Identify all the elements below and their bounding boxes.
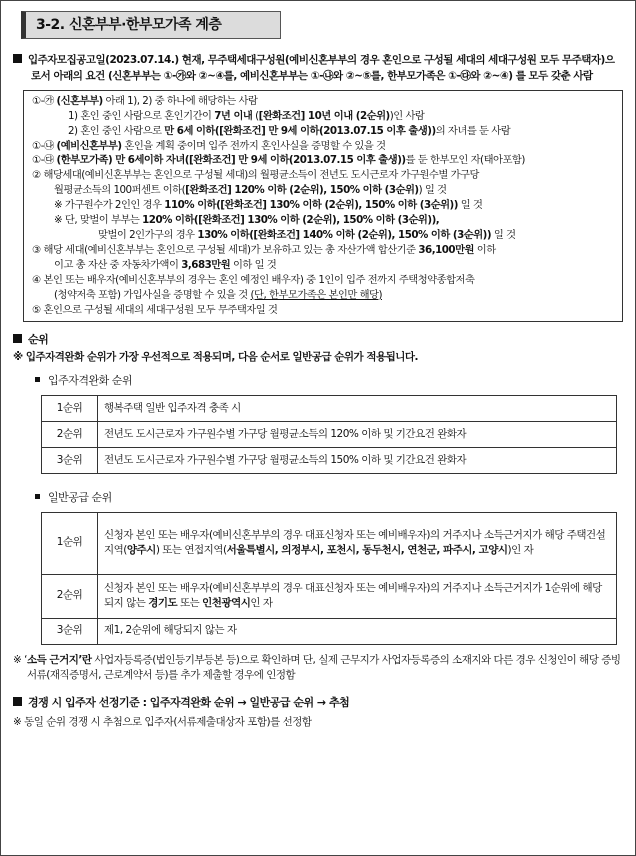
table-row	[42, 395, 617, 421]
rank-cell: 1순위	[42, 395, 98, 421]
description-cell: 제1, 2순위에 해당되지 않는 자	[98, 618, 617, 644]
condition-line: 1) 혼인 중인 사람으로 혼인기간이 7년 이내 ([완화조건] 10년 이내 (2순위))인 사람	[68, 109, 425, 122]
ranking-heading	[13, 332, 623, 348]
square-bullet-icon	[13, 54, 22, 63]
rank-cell: 1순위	[42, 512, 98, 574]
square-bullet-icon	[13, 334, 22, 343]
general-ranking-table	[41, 512, 617, 645]
general-ranking-heading-text: 일반공급 순위	[48, 490, 112, 504]
conditions-box	[23, 90, 623, 322]
rank-cell: 2순위	[42, 574, 98, 618]
condition-line: ④ 본인 또는 배우자(예비신혼부부의 경우는 혼인 예정인 배우자) 중 1인이 입주 전까지 주택청약종합저축	[32, 273, 475, 286]
competition-heading-text: 경쟁 시 입주자 선정기준 : 입주자격완화 순위 → 일반공급 순위 → 추첨	[28, 696, 350, 710]
condition-line: 2) 혼인 중인 사람으로 만 6세 이하([완화조건] 만 9세 이하(2013.07.15 이후 출생))의 자녀를 둔 사람	[68, 124, 511, 137]
qualification-intro	[13, 53, 623, 83]
relaxed-ranking-heading	[35, 373, 623, 389]
condition-line: ※ 단, 맞벌이 부부는 120% 이하([완화조건] 130% 이하 (2순위), 150% 이하 (3순위)),	[54, 214, 440, 227]
description-cell: 전년도 도시근로자 가구원수별 가구당 월평균소득의 120% 이하 및 기간요건 완화자	[98, 421, 617, 447]
condition-line: ⑤ 혼인으로 구성될 세대의 세대구성원 모두 무주택자일 것	[32, 303, 278, 316]
small-square-bullet-icon	[35, 494, 40, 499]
section-title: 3-2. 신혼부부·한부모가족 계층	[21, 11, 281, 39]
description-cell: 전년도 도시근로자 가구원수별 가구당 월평균소득의 150% 이하 및 기간요건 완화자	[98, 447, 617, 473]
general-ranking-heading	[35, 490, 623, 506]
table-row	[42, 447, 617, 473]
table-row	[42, 618, 617, 644]
description-cell: 신청자 본인 또는 배우자(예비신혼부부의 경우 대표신청자 또는 예비배우자)의 거주지나 소득근거지가 해당 주택건설지역(양주시) 또는 연접지역(서울특별시, 의정부시, 포천시, 동두천시, 연천군, 파주시, 고양시)인 자	[98, 512, 617, 574]
competition-heading	[13, 695, 623, 711]
qualification-intro-text: 입주자모집공고일(2023.07.14.) 현재, 무주택세대구성원(예비신혼부부의 경우 혼인으로 구성될 세대의 세대구성원 모두 무주택자)으로서 아래의 요건 (신혼부부는 ①-㉮와 ②~④를, 예비신혼부부는 ①-㉯와 ②~⑤를, 한부모가족은 ①-㉰와 ②~④) 를 모두 갖춘 사람	[28, 54, 615, 82]
description-cell: 신청자 본인 또는 배우자(예비신혼부부의 경우 대표신청자 또는 예비배우자)의 거주지나 소득근거지가 1순위에 해당되지 않는 경기도 또는 인천광역시인 자	[98, 574, 617, 618]
condition-line: ①-㉯ (예비신혼부부) 혼인을 계획 중이며 입주 전까지 혼인사실을 증명할 수 있을 것	[32, 139, 386, 152]
condition-line: ①-㉮ (신혼부부) 아래 1), 2) 중 하나에 해당하는 사람	[32, 94, 258, 107]
condition-line: 맞벌이 2인가구의 경우 130% 이하([완화조건] 140% 이하 (2순위), 150% 이하 (3순위)) 일 것	[98, 229, 516, 242]
relaxed-ranking-table	[41, 395, 617, 474]
income-basis-note: ※ ‘소득 근거지’란 사업자등록증(법인등기부등본 등)으로 확인하며 단, 실제 근무지가 사업자등록증의 소재지와 다른 경우 신청인이 해당 증빙서류(재직증명서, 근로계약서 등)를 추가 제출할 경우에 인정함	[13, 653, 621, 681]
ranking-note: ※ 입주자격완화 순위가 가장 우선적으로 적용되며, 다음 순서로 일반공급 순위가 적용됩니다.	[13, 350, 419, 363]
condition-line: ③ 해당 세대(예비신혼부부는 혼인으로 구성될 세대)가 보유하고 있는 총 자산가액 합산기준 36,100만원 이하	[32, 243, 496, 256]
table-row	[42, 574, 617, 618]
table-row	[42, 421, 617, 447]
small-square-bullet-icon	[35, 377, 40, 382]
condition-line: ①-㉰ (한부모가족) 만 6세이하 자녀([완화조건] 만 9세 이하(2013.07.15 이후 출생))를 둔 한부모인 자(태아포함)	[32, 154, 525, 167]
relaxed-ranking-heading-text: 입주자격완화 순위	[48, 373, 133, 387]
rank-cell: 3순위	[42, 447, 98, 473]
condition-line: 월평균소득의 100퍼센트 이하([완화조건] 120% 이하 (2순위), 150% 이하 (3순위)) 일 것	[54, 184, 447, 197]
table-row	[42, 512, 617, 574]
description-cell: 행복주택 일반 입주자격 충족 시	[98, 395, 617, 421]
condition-line: 이고 총 자산 중 자동차가액이 3,683만원 이하 일 것	[54, 258, 277, 271]
rank-cell: 2순위	[42, 421, 98, 447]
competition-note: ※ 동일 순위 경쟁 시 추첨으로 입주자(서류제출대상자 포함)를 선정함	[13, 715, 312, 728]
condition-line: ※ 가구원수가 2인인 경우 110% 이하([완화조건] 130% 이하 (2순위), 150% 이하 (3순위)) 일 것	[54, 199, 483, 212]
condition-line: (청약저축 포함) 가입사실을 증명할 수 있을 것 (단, 한부모가족은 본인만 해당)	[54, 288, 382, 301]
qualification-block	[13, 53, 623, 83]
ranking-heading-text: 순위	[28, 332, 49, 346]
rank-cell: 3순위	[42, 618, 98, 644]
condition-line: ② 해당세대(예비신혼부부는 혼인으로 구성될 세대)의 월평균소득이 전년도 도시근로자 가구원수별 가구당	[32, 169, 479, 182]
square-bullet-icon	[13, 697, 22, 706]
